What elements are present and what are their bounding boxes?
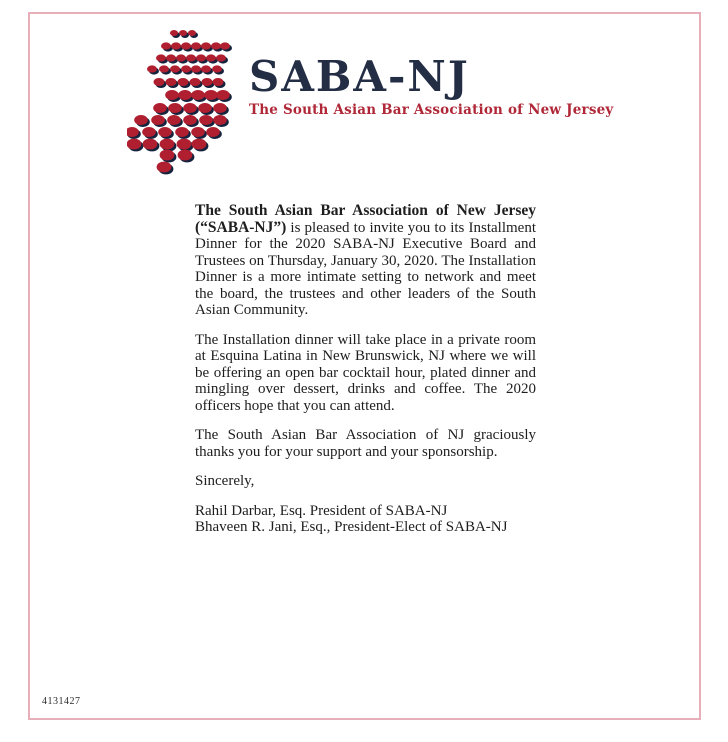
brand-title: SABA-NJ (249, 52, 470, 101)
letter-body (195, 203, 536, 549)
paragraph-thanks: The South Asian Bar Association of NJ graciously thanks you for your support and your sponsorship. (195, 427, 536, 460)
closing-salutation: Sincerely, (195, 473, 255, 489)
brand-subtitle: The South Asian Bar Association of New Jersey (249, 102, 614, 118)
brand-block (249, 52, 649, 118)
paragraph-invitation (195, 203, 536, 319)
new-jersey-dot-map-logo-icon (127, 23, 237, 177)
paragraph-invitation-bold-lead: The South Asian Bar Association of New Jersey (“SABA-NJ”) (195, 202, 536, 236)
paragraph-invitation-rest: is pleased to invite you to its Installment Dinner for the 2020 SABA-NJ Executive Board and Trustees on Thursday, January 30, 2020. The Installation Dinner is a more intimate setting to network and meet the board, the trustees and other leaders of the South Asian Community. (195, 219, 536, 318)
signature-president: Rahil Darbar, Esq. President of SABA-NJ (195, 502, 448, 519)
paragraph-venue: The Installation dinner will take place in a private room at Esquina Latina in New Brunswick, NJ where we will be offering an open bar cocktail hour, plated dinner and mingling over dessert, drinks and coffee. The 2020 officers hope that you can attend. (195, 331, 536, 414)
signature-president-elect: Bhaveen R. Jani, Esq., President-Elect of SABA-NJ (195, 519, 508, 535)
signature-block (195, 503, 536, 536)
document-number: 4131427 (42, 696, 81, 707)
letter-page (28, 12, 701, 720)
